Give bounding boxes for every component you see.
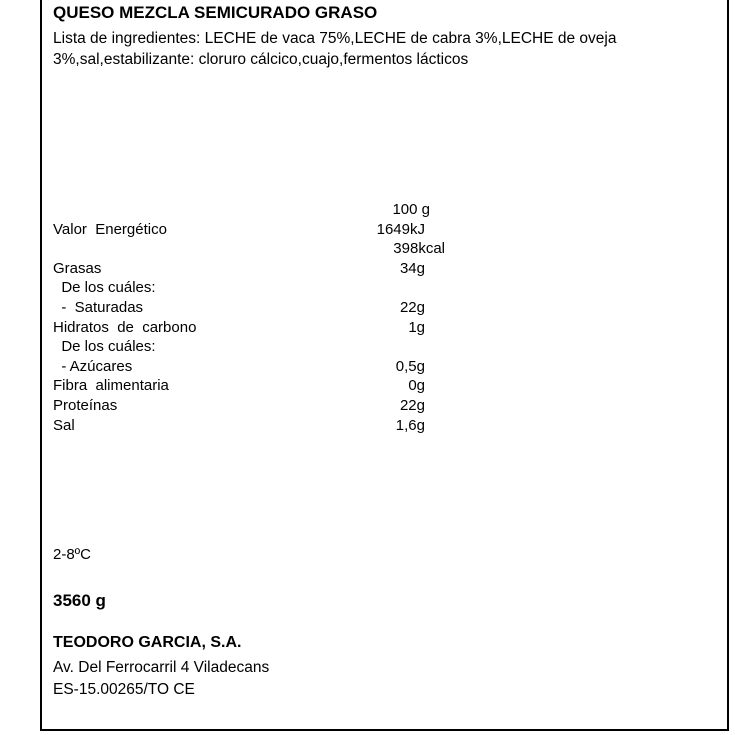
nutrient-value: 1g [408, 318, 425, 336]
nutrition-row [53, 279, 453, 299]
nutrition-table [53, 201, 453, 436]
nutrient-value: 0,5g [395, 357, 425, 375]
nutrient-value: 22g [399, 298, 425, 316]
nutrient-label: De los cuáles: [53, 338, 156, 356]
nutrient-label: Valor Energético [53, 220, 167, 238]
company-name: TEODORO GARCIA, S.A. [53, 634, 242, 651]
nutrition-row [53, 299, 453, 319]
nutrition-row [53, 221, 453, 241]
sanitary-registry: ES-15.00265/TO CE [53, 681, 195, 698]
nutrition-row [53, 358, 453, 378]
nutrition-row [53, 260, 453, 280]
company-address: Av. Del Ferrocarril 4 Viladecans [53, 659, 270, 676]
nutrient-label: De los cuáles: [53, 279, 156, 297]
nutrient-value: 1,6g [395, 416, 425, 434]
nutrient-value: 398kcal [393, 240, 445, 258]
nutrient-label: - Saturadas [53, 298, 144, 316]
nutrition-row [53, 338, 453, 358]
product-title: QUESO MEZCLA SEMICURADO GRASO [53, 3, 378, 22]
nutrient-label: Fibra alimentaria [53, 377, 169, 395]
nutrient-label: Grasas [53, 259, 102, 277]
nutrient-value: 22g [399, 396, 425, 414]
nutrient-label: - Azúcares [53, 357, 133, 375]
nutrient-label: Hidratos de carbono [53, 318, 197, 336]
nutrient-label: Sal [53, 416, 75, 434]
nutrition-row [53, 377, 453, 397]
nutrition-row [53, 417, 453, 437]
nutrition-row [53, 240, 453, 260]
nutrition-header-per-100g: 100 g [392, 201, 430, 218]
ingredients-list: Lista de ingredientes: LECHE de vaca 75%,LECHE de cabra 3%,LECHE de oveja 3%,sal,estabilizante: cloruro cálcico,cuajo,fermentos lácticos [53, 30, 617, 68]
nutrient-label: Proteínas [53, 396, 118, 414]
nutrition-row [53, 397, 453, 417]
storage-temperature: 2-8ºC [53, 546, 91, 563]
nutrient-value: 34g [399, 259, 425, 277]
nutrition-row [53, 319, 453, 339]
nutrient-value: 0g [408, 377, 425, 395]
nutrient-value: 1649kJ [376, 220, 425, 238]
net-weight: 3560 g [53, 591, 106, 610]
nutrition-header-row [53, 201, 453, 221]
